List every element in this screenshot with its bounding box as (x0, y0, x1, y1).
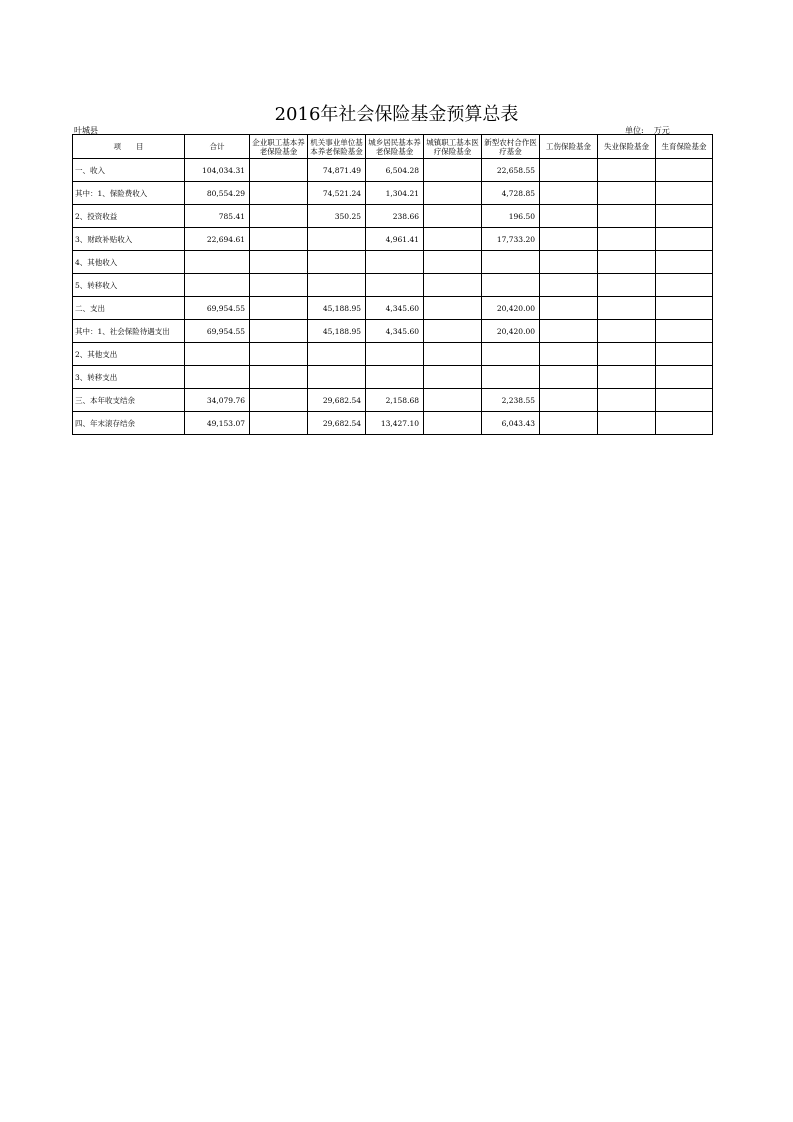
table-cell: 22,658.55 (482, 159, 540, 182)
table-cell: 34,079.76 (185, 389, 250, 412)
table-cell: 69,954.55 (185, 320, 250, 343)
table-cell (540, 251, 598, 274)
table-cell (540, 297, 598, 320)
table-cell (424, 159, 482, 182)
table-cell: 104,034.31 (185, 159, 250, 182)
table-cell (250, 228, 308, 251)
table-cell: 49,153.07 (185, 412, 250, 435)
table-cell (185, 274, 250, 297)
table-cell (308, 366, 366, 389)
county-label: 叶城县 (74, 126, 98, 135)
table-cell (656, 412, 713, 435)
table-cell (540, 389, 598, 412)
table-cell (540, 343, 598, 366)
table-row (73, 182, 713, 205)
table-cell (598, 389, 656, 412)
table-cell (656, 251, 713, 274)
table-row (73, 389, 713, 412)
table-cell (598, 366, 656, 389)
table-cell: 45,188.95 (308, 320, 366, 343)
table-cell: 785.41 (185, 205, 250, 228)
table-cell: 4,961.41 (366, 228, 424, 251)
table-cell (250, 389, 308, 412)
table-cell (424, 343, 482, 366)
table-cell: 196.50 (482, 205, 540, 228)
table-cell (598, 182, 656, 205)
table-cell (482, 274, 540, 297)
table-cell (250, 251, 308, 274)
col-header-unemployment: 失业保险基金 (598, 135, 656, 159)
table-cell (656, 320, 713, 343)
table-cell (424, 251, 482, 274)
table-row (73, 320, 713, 343)
budget-table (72, 134, 713, 435)
col-header-total: 合计 (185, 135, 250, 159)
row-label: 一、收入 (73, 159, 185, 182)
col-header-institution-pension: 机关事业单位基本养老保险基金 (308, 135, 366, 159)
table-cell (598, 297, 656, 320)
table-cell (656, 228, 713, 251)
table-cell (656, 343, 713, 366)
table-cell (540, 366, 598, 389)
table-cell: 29,682.54 (308, 389, 366, 412)
table-cell (540, 182, 598, 205)
col-header-urban-medical: 城镇职工基本医疗保险基金 (424, 135, 482, 159)
table-cell (598, 274, 656, 297)
col-header-maternity: 生育保险基金 (656, 135, 713, 159)
table-cell (656, 297, 713, 320)
table-cell: 350.25 (308, 205, 366, 228)
table-cell (424, 205, 482, 228)
table-cell: 22,694.61 (185, 228, 250, 251)
table-cell (656, 182, 713, 205)
table-cell (482, 343, 540, 366)
table-cell (366, 343, 424, 366)
row-label: 2、其他支出 (73, 343, 185, 366)
col-header-enterprise-pension: 企业职工基本养老保险基金 (250, 135, 308, 159)
table-cell (540, 159, 598, 182)
table-cell (656, 274, 713, 297)
table-cell: 74,521.24 (308, 182, 366, 205)
table-cell (366, 251, 424, 274)
table-row (73, 251, 713, 274)
row-label: 4、其他收入 (73, 251, 185, 274)
table-row (73, 297, 713, 320)
table-cell (424, 182, 482, 205)
table-row (73, 274, 713, 297)
table-cell: 4,345.60 (366, 320, 424, 343)
table-cell: 238.66 (366, 205, 424, 228)
table-cell (185, 343, 250, 366)
table-cell (656, 205, 713, 228)
table-cell (250, 297, 308, 320)
table-cell: 6,504.28 (366, 159, 424, 182)
table-cell (540, 320, 598, 343)
table-cell: 4,345.60 (366, 297, 424, 320)
table-cell (656, 159, 713, 182)
table-cell (250, 182, 308, 205)
table-cell (424, 366, 482, 389)
table-cell (250, 205, 308, 228)
col-header-injury: 工伤保险基金 (540, 135, 598, 159)
row-label: 其中：1、保险费收入 (73, 182, 185, 205)
col-header-resident-pension: 城乡居民基本养老保险基金 (366, 135, 424, 159)
table-cell (424, 412, 482, 435)
header-row (73, 135, 713, 159)
table-cell (482, 251, 540, 274)
table-cell (250, 274, 308, 297)
table-cell (598, 251, 656, 274)
table-cell (250, 320, 308, 343)
table-cell (424, 228, 482, 251)
table-cell: 17,733.20 (482, 228, 540, 251)
row-label: 三、本年收支结余 (73, 389, 185, 412)
table-cell (540, 274, 598, 297)
table-cell (424, 274, 482, 297)
page-title: 2016年社会保险基金预算总表 (274, 104, 519, 125)
table-cell (540, 205, 598, 228)
table-cell: 80,554.29 (185, 182, 250, 205)
table-cell (424, 297, 482, 320)
table-cell (540, 228, 598, 251)
table-cell (366, 366, 424, 389)
table-cell: 2,158.68 (366, 389, 424, 412)
table-cell (598, 159, 656, 182)
table-cell (308, 228, 366, 251)
table-row (73, 412, 713, 435)
table-row (73, 205, 713, 228)
table-row (73, 228, 713, 251)
table-cell (308, 251, 366, 274)
table-cell (424, 389, 482, 412)
table-cell (308, 343, 366, 366)
table-cell (250, 343, 308, 366)
table-cell: 74,871.49 (308, 159, 366, 182)
row-label: 二、支出 (73, 297, 185, 320)
row-label: 2、投资收益 (73, 205, 185, 228)
table-cell: 45,188.95 (308, 297, 366, 320)
table-cell: 29,682.54 (308, 412, 366, 435)
table-cell (598, 205, 656, 228)
table-cell: 4,728.85 (482, 182, 540, 205)
row-label: 四、年末滚存结余 (73, 412, 185, 435)
table-cell: 1,304.21 (366, 182, 424, 205)
col-header-rural-medical: 新型农村合作医疗基金 (482, 135, 540, 159)
unit-label: 单位: (625, 126, 644, 135)
table-cell (250, 159, 308, 182)
table-row (73, 159, 713, 182)
table-row (73, 366, 713, 389)
row-label: 3、转移支出 (73, 366, 185, 389)
table-cell: 6,043.43 (482, 412, 540, 435)
table-cell (482, 366, 540, 389)
row-label: 3、财政补贴收入 (73, 228, 185, 251)
table-cell (185, 366, 250, 389)
table-cell (598, 412, 656, 435)
table-row (73, 343, 713, 366)
table-cell (308, 274, 366, 297)
unit-value: 万元 (653, 126, 670, 135)
table-cell (598, 320, 656, 343)
table-cell: 69,954.55 (185, 297, 250, 320)
table-cell (250, 412, 308, 435)
table-cell (366, 274, 424, 297)
table-cell (424, 320, 482, 343)
table-cell (540, 412, 598, 435)
table-cell (656, 389, 713, 412)
table-cell (598, 343, 656, 366)
row-label: 其中：1、社会保险待遇支出 (73, 320, 185, 343)
table-cell: 20,420.00 (482, 297, 540, 320)
row-label: 5、转移收入 (73, 274, 185, 297)
table-cell (598, 228, 656, 251)
table-cell: 13,427.10 (366, 412, 424, 435)
table-cell: 20,420.00 (482, 320, 540, 343)
table-cell: 2,238.55 (482, 389, 540, 412)
table-cell (250, 366, 308, 389)
table-cell (185, 251, 250, 274)
col-header-item: 项 目 (73, 135, 185, 159)
table-cell (656, 366, 713, 389)
